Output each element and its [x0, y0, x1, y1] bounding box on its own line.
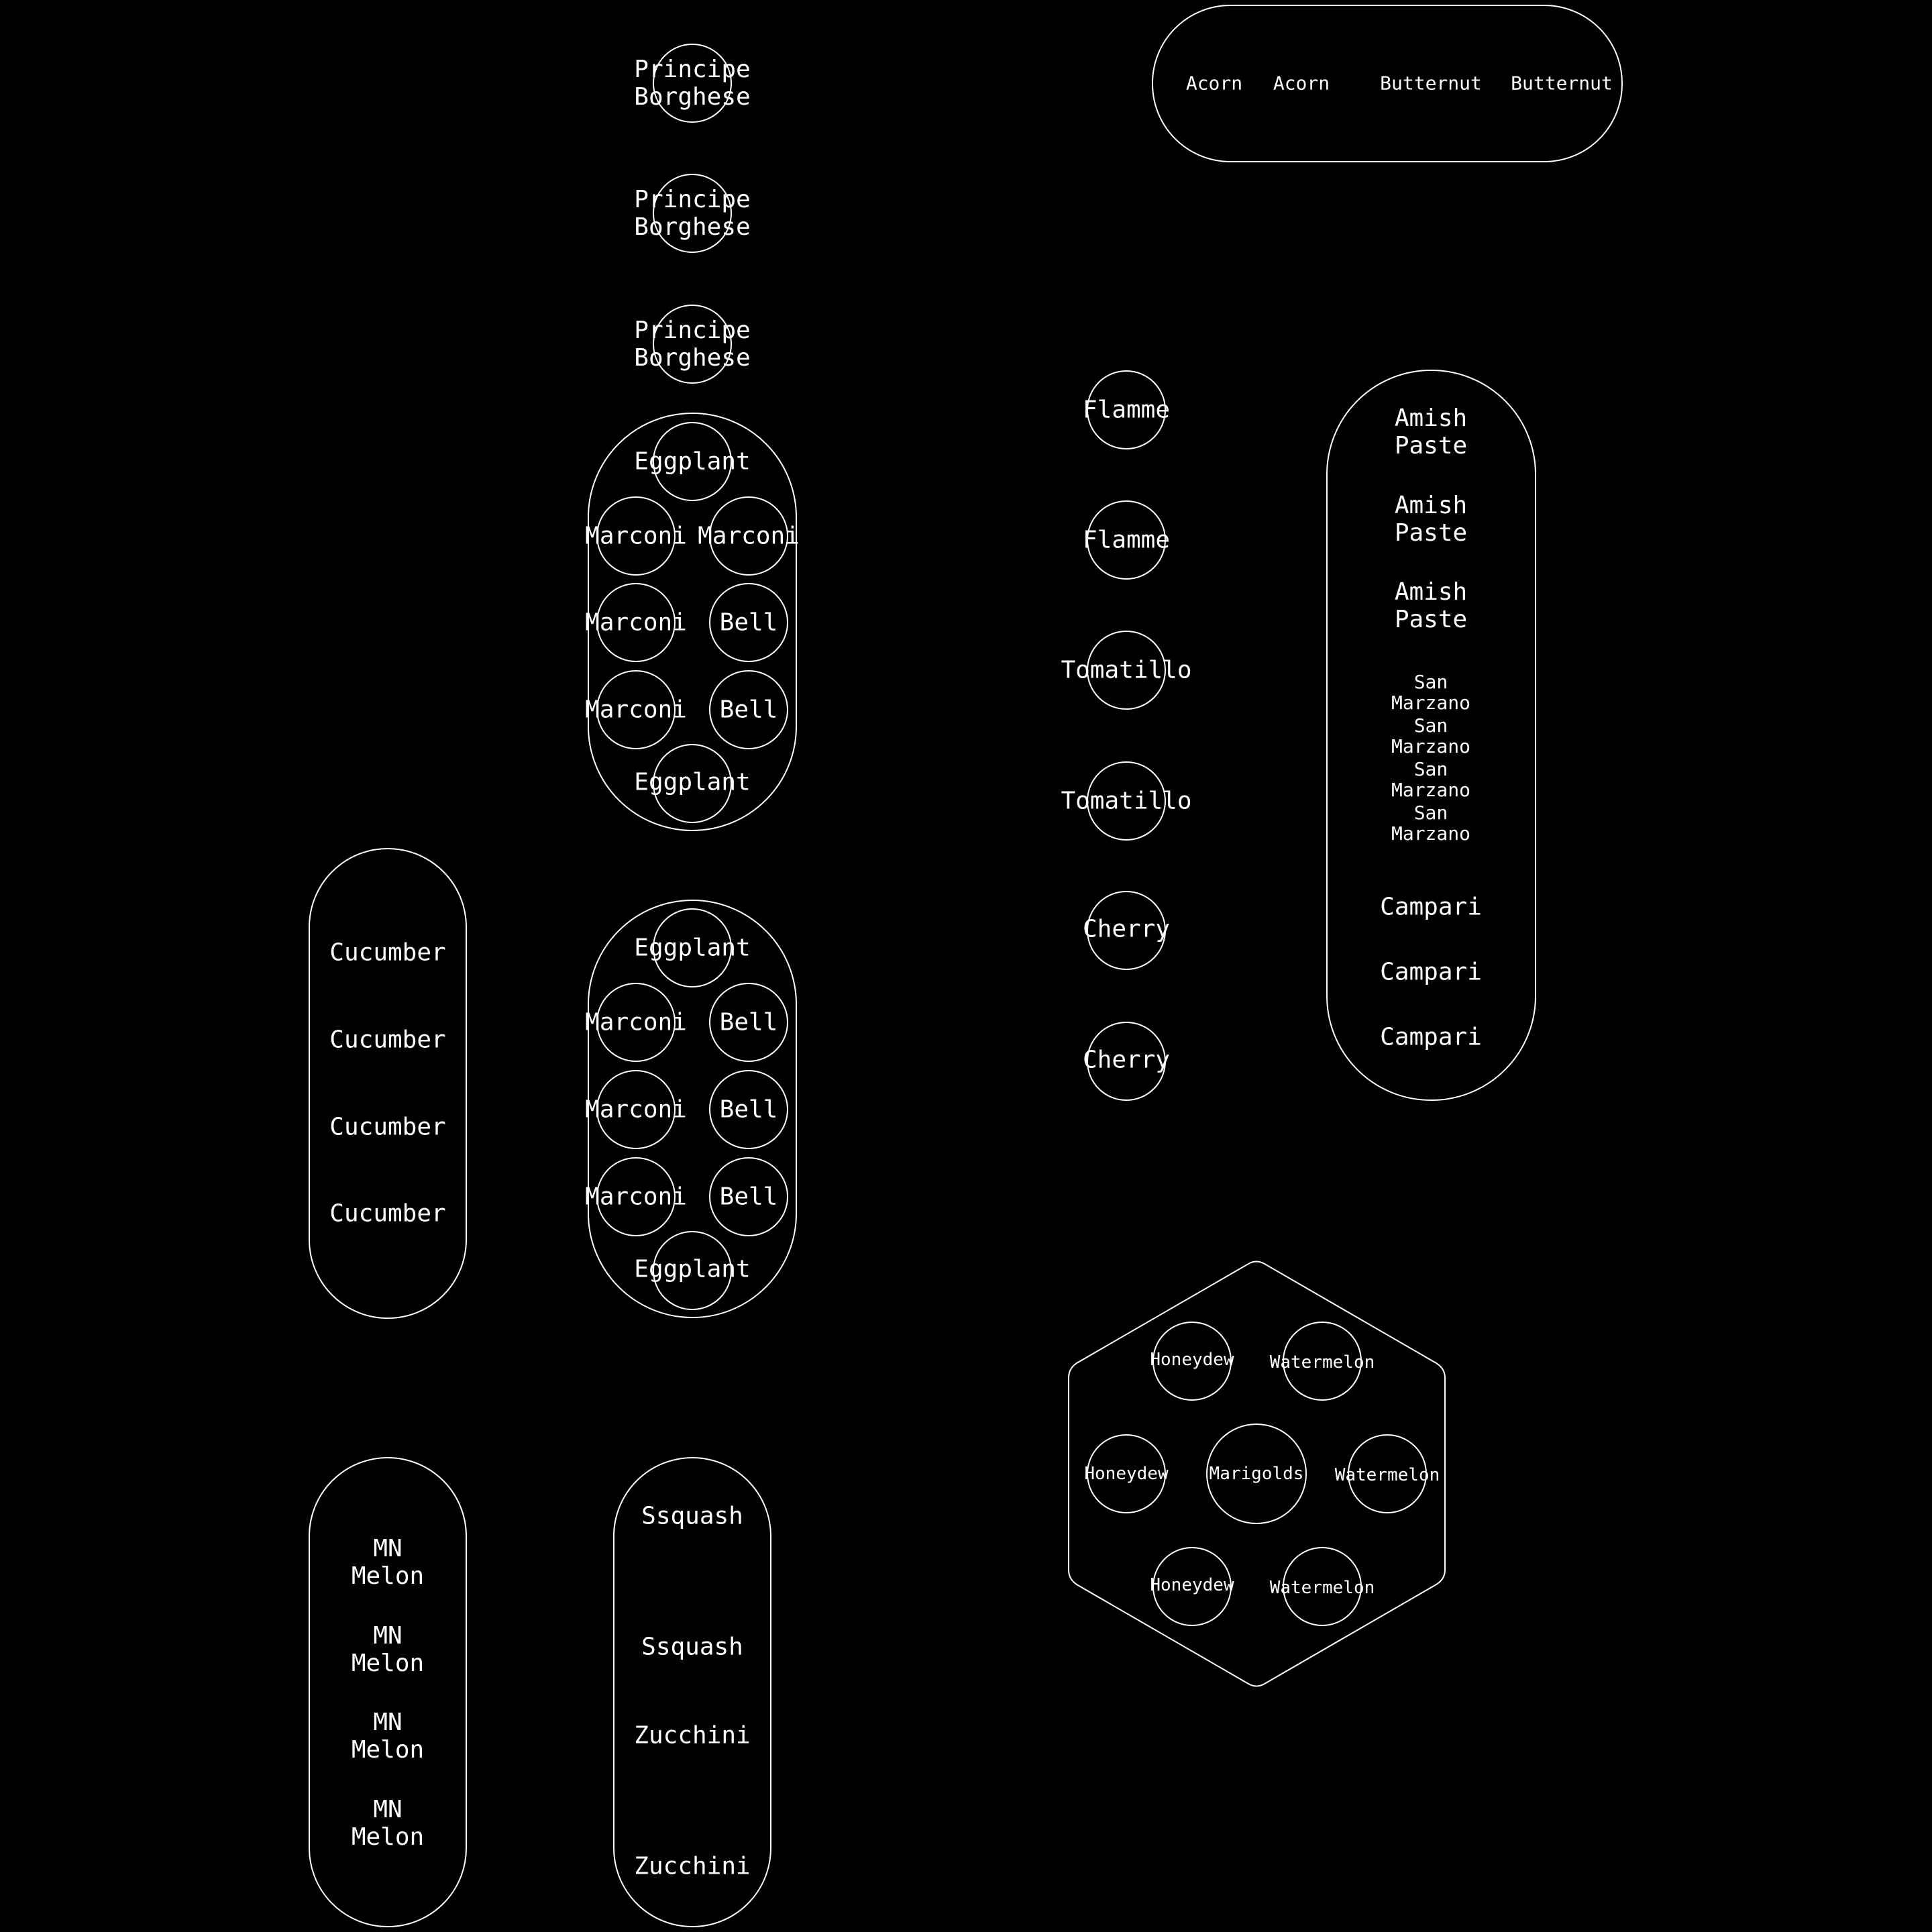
plant-label: Cherry	[1082, 915, 1171, 943]
plant-label: Principe Borghese	[634, 186, 751, 241]
plant-label: Amish Paste	[1394, 492, 1468, 547]
plant-label: Campari	[1380, 1023, 1482, 1051]
plant-label: Ssquash	[641, 1633, 743, 1661]
plant-label: San Marzano	[1391, 758, 1471, 801]
plant-label: Principe Borghese	[634, 56, 751, 111]
winter-squash-bed	[1152, 5, 1622, 162]
plant-label: Marconi	[698, 522, 800, 550]
plant-label: Cherry	[1082, 1046, 1171, 1074]
plant-label: Bell	[719, 696, 778, 724]
plant-label: Cucumber	[329, 1199, 446, 1228]
plant-label: Flamme	[1082, 526, 1171, 554]
plant-label: Flamme	[1082, 396, 1171, 424]
plant-label: Marconi	[585, 608, 687, 637]
plant-label: Principe Borghese	[634, 317, 751, 372]
principe-plant-2	[634, 174, 750, 252]
plant-label: Eggplant	[634, 447, 751, 476]
principe-plant-1	[634, 44, 750, 122]
plant-label: Watermelon	[1334, 1465, 1440, 1485]
plant-label: Marigolds	[1209, 1464, 1304, 1484]
plant-label: Honeydew	[1084, 1464, 1169, 1484]
plant-label: San Marzano	[1391, 802, 1471, 845]
plant-label: Marconi	[585, 696, 687, 724]
plant-label: Campari	[1380, 958, 1482, 986]
plant-label: Butternut	[1380, 72, 1482, 95]
plant-label: Zucchini	[634, 1721, 751, 1750]
plant-label: Cucumber	[329, 1113, 446, 1141]
plant-label: San Marzano	[1391, 714, 1471, 757]
plant-label: Bell	[719, 608, 778, 637]
plant-label: Honeydew	[1150, 1350, 1234, 1370]
summer-squash-bed	[614, 1458, 771, 1927]
plant-label: Cucumber	[329, 938, 446, 967]
plant-label: Zucchini	[634, 1852, 751, 1880]
plant-label: Ssquash	[641, 1502, 743, 1530]
cucumber-bed	[309, 849, 466, 1318]
plant-label: Bell	[719, 1183, 778, 1211]
pepper-bed-1	[585, 413, 800, 830]
plant-label: Marconi	[585, 1095, 687, 1124]
plant-label: Marconi	[585, 522, 687, 550]
plant-label: Eggplant	[634, 768, 751, 796]
plant-label: Watermelon	[1269, 1352, 1375, 1373]
plant-label: MN Melon	[351, 1622, 425, 1677]
plant-label: Marconi	[585, 1183, 687, 1211]
plant-label: Bell	[719, 1095, 778, 1124]
plant-label: Eggplant	[634, 934, 751, 962]
plant-label: Bell	[719, 1008, 778, 1036]
plant-label: Acorn	[1185, 72, 1243, 95]
plant-label: Amish Paste	[1394, 578, 1468, 633]
plant-label: Honeydew	[1150, 1575, 1234, 1595]
plant-label: Butternut	[1511, 72, 1613, 95]
plant-label: Cucumber	[329, 1026, 446, 1054]
plant-label: Tomatillo	[1061, 656, 1192, 684]
plant-label: Eggplant	[634, 1255, 751, 1283]
hexagon-bed	[1069, 1262, 1445, 1686]
single-plants-column	[1061, 371, 1191, 1100]
plant-label: San Marzano	[1391, 671, 1471, 714]
plant-label: Marconi	[585, 1008, 687, 1036]
plant-label: Watermelon	[1269, 1578, 1375, 1598]
plant-label: MN Melon	[351, 1796, 425, 1851]
plant-label: Amish Paste	[1394, 405, 1468, 460]
plant-label: Acorn	[1273, 72, 1330, 95]
plant-label: MN Melon	[351, 1535, 425, 1590]
pepper-bed-2	[585, 900, 796, 1318]
plant-label: MN Melon	[351, 1709, 425, 1764]
principe-plant-3	[634, 305, 750, 383]
plant-label: Campari	[1380, 893, 1482, 921]
tomato-bed	[1327, 370, 1536, 1100]
plant-label: Tomatillo	[1061, 787, 1192, 815]
melon-bed	[309, 1458, 466, 1927]
